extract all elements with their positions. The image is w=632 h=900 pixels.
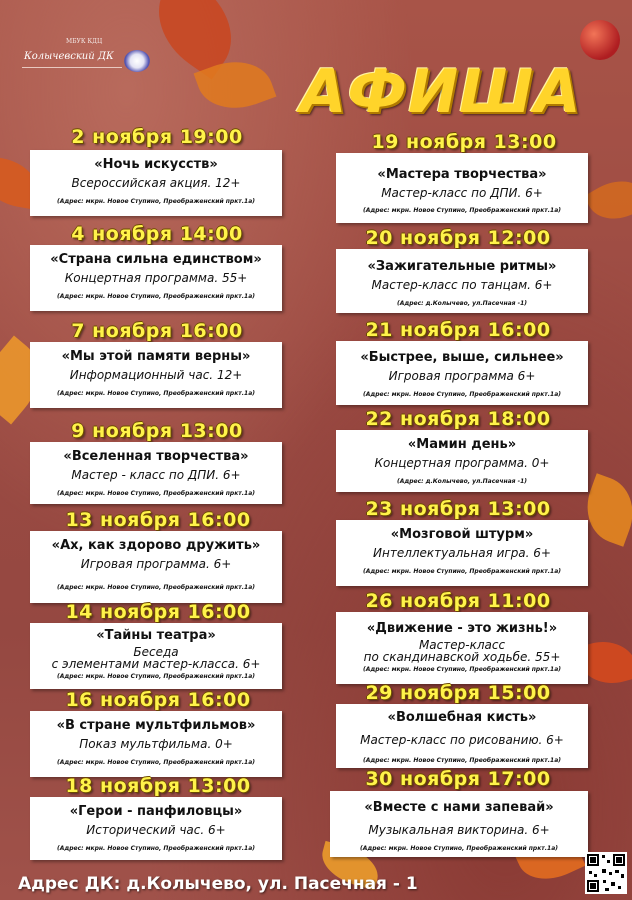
event-card [336, 341, 588, 405]
event-date: 21 ноября 16:00 [365, 319, 551, 341]
event-date: 29 ноября 15:00 [365, 682, 551, 704]
footer-address: Адрес ДК: д.Колычево, ул. Пасечная - 1 [18, 874, 418, 894]
event-subtitle: Интеллектуальная игра. 6+ [373, 546, 551, 560]
event-date: 20 ноября 12:00 [365, 227, 551, 249]
event-subtitle: Игровая программа. 6+ [80, 557, 232, 571]
berry-decoration [580, 20, 620, 60]
event-address: (Адрес: д.Колычево, ул.Пасечная -1) [396, 300, 528, 307]
event-address: (Адрес: мкрн. Новое Ступино, Преображенский пркт.1а) [362, 757, 561, 764]
event-date: 26 ноября 11:00 [365, 590, 551, 612]
qr-code-icon [585, 852, 627, 894]
event-card [336, 704, 588, 768]
event-address: (Адрес: мкрн. Новое Ступино, Преображенский пркт.1а) [56, 490, 255, 497]
event-date: 23 ноября 13:00 [365, 498, 551, 520]
event-address: (Адрес: мкрн. Новое Ступино, Преображенский пркт.1а) [56, 390, 255, 397]
event-subtitle: Мастер-класс по танцам. 6+ [371, 278, 553, 292]
event-card [336, 249, 588, 313]
event-title: «Вместе с нами запевай» [364, 800, 554, 815]
event-card [336, 612, 588, 684]
event-date: 19 ноября 13:00 [371, 131, 557, 153]
event-title: «Мы этой памяти верны» [61, 349, 251, 364]
event-subtitle: Беседа с элементами мастер-класса. 6+ [51, 645, 261, 671]
event-card [336, 153, 588, 223]
event-date: 2 ноября 19:00 [71, 126, 243, 148]
event-title: «Волшебная кисть» [387, 710, 537, 725]
event-date: 9 ноября 13:00 [71, 420, 243, 442]
event-card [30, 711, 282, 777]
event-subtitle: Мастер-класс по ДПИ. 6+ [381, 186, 543, 200]
event-title: «Быстрее, выше, сильнее» [360, 350, 564, 365]
event-address: (Адрес: мкрн. Новое Ступино, Преображенский пркт.1а) [56, 584, 255, 591]
event-card [30, 442, 282, 504]
event-card [330, 791, 588, 857]
event-card [30, 245, 282, 311]
event-date: 14 ноября 16:00 [65, 601, 251, 623]
event-card [30, 623, 282, 689]
event-title: «Тайны театра» [96, 628, 216, 643]
event-subtitle: Показ мультфильма. 0+ [79, 737, 233, 751]
event-address: (Адрес: мкрн. Новое Ступино, Преображенский пркт.1а) [359, 845, 558, 852]
event-card [336, 520, 588, 586]
event-title: «Движение - это жизнь!» [366, 621, 558, 636]
event-title: «Мастера творчества» [377, 167, 547, 182]
event-address: (Адрес: д.Колычево, ул.Пасечная -1) [396, 478, 528, 485]
event-subtitle: Концертная программа. 55+ [64, 271, 248, 285]
event-subtitle: Концертная программа. 0+ [374, 456, 550, 470]
event-address: (Адрес: мкрн. Новое Ступино, Преображенский пркт.1а) [362, 568, 561, 575]
logo-emblem-icon [124, 50, 150, 72]
event-card [30, 797, 282, 860]
event-date: 13 ноября 16:00 [65, 509, 251, 531]
event-title: «Ах, как здорово дружить» [51, 538, 261, 553]
event-address: (Адрес: мкрн. Новое Ступино, Преображенский пркт.1а) [56, 198, 255, 205]
event-subtitle: Игровая программа 6+ [388, 369, 536, 383]
event-title: «В стране мультфильмов» [56, 718, 256, 733]
logo-org-text: МБУК КДЦ [66, 38, 103, 45]
event-subtitle: Мастер-класс по скандинавской ходьбе. 55+ [363, 638, 561, 664]
event-title: «Ночь искусств» [94, 157, 218, 172]
event-subtitle: Музыкальная викторина. 6+ [368, 823, 550, 837]
event-card [30, 150, 282, 216]
event-date: 4 ноября 14:00 [71, 223, 243, 245]
event-subtitle: Исторический час. 6+ [86, 823, 226, 837]
event-title: «Зажигательные ритмы» [367, 259, 557, 274]
autumn-leaf-decoration [584, 169, 632, 231]
event-title: «Вселенная творчества» [63, 449, 249, 464]
logo-underline [22, 67, 122, 68]
event-title: «Герои - панфиловцы» [69, 804, 243, 819]
event-address: (Адрес: мкрн. Новое Ступино, Преображенский пркт.1а) [56, 293, 255, 300]
event-date: 16 ноября 16:00 [65, 689, 251, 711]
event-title: «Страна сильна единством» [50, 252, 262, 267]
logo-name: Колычевский ДК [24, 51, 114, 62]
event-subtitle: Всероссийская акция. 12+ [71, 176, 241, 190]
event-card [30, 531, 282, 603]
event-address: (Адрес: мкрн. Новое Ступино, Преображенский пркт.1а) [362, 207, 561, 214]
event-card [30, 342, 282, 408]
event-address: (Адрес: мкрн. Новое Ступино, Преображенский пркт.1а) [362, 391, 561, 398]
event-date: 22 ноября 18:00 [365, 408, 551, 430]
event-address: (Адрес: мкрн. Новое Ступино, Преображенский пркт.1а) [56, 759, 255, 766]
event-date: 7 ноября 16:00 [71, 320, 243, 342]
event-subtitle: Информационный час. 12+ [69, 368, 243, 382]
event-card [336, 430, 588, 492]
event-address: (Адрес: мкрн. Новое Ступино, Преображенский пркт.1а) [362, 666, 561, 673]
event-address: (Адрес: мкрн. Новое Ступино, Преображенский пркт.1а) [56, 673, 255, 680]
event-date: 18 ноября 13:00 [65, 775, 251, 797]
page-title: АФИША [300, 57, 582, 127]
event-subtitle: Мастер - класс по ДПИ. 6+ [71, 468, 241, 482]
logo [6, 38, 156, 82]
event-address: (Адрес: мкрн. Новое Ступино, Преображенский пркт.1а) [56, 845, 255, 852]
event-title: «Мамин день» [407, 437, 517, 452]
event-subtitle: Мастер-класс по рисованию. 6+ [360, 733, 564, 747]
event-title: «Мозговой штурм» [390, 527, 534, 542]
event-date: 30 ноября 17:00 [365, 768, 551, 790]
